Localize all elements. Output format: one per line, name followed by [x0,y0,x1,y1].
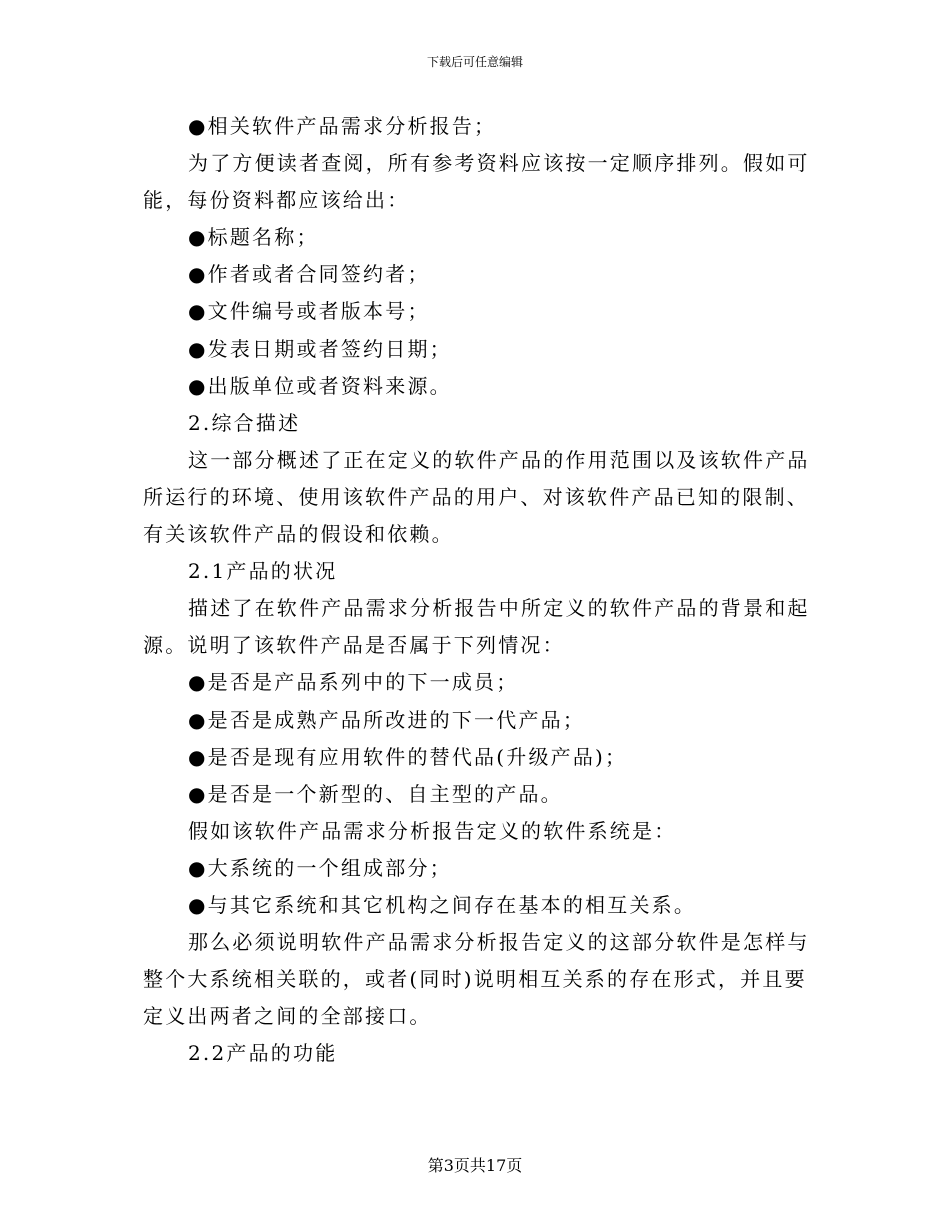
text-line: 定义出两者之间的全部接口。 [143,1004,432,1029]
text-line: ●与其它系统和其它机构之间存在基本的相互关系。 [188,892,697,917]
text-line: 2.1产品的状况 [188,559,338,584]
document-body [143,108,810,1072]
text-line: ●相关软件产品需求分析报告； [188,114,497,138]
text-line: ●作者或者合同签约者； [188,262,430,287]
text-line: 为了方便读者查阅，所有参考资料应该按一定顺序排列。假如可 [188,151,810,176]
text-line: ●是否是产品系列中的下一成员； [188,670,519,695]
text-line: 源。说明了该软件产品是否属于下列情况： [143,633,565,658]
text-line: ●标题名称； [188,225,319,250]
text-line: 描述了在软件产品需求分析报告中所定义的软件产品的背景和起 [188,596,810,621]
page-footer: 第3页共17页 [427,1156,523,1175]
text-line: 有关该软件产品的假设和依赖。 [143,522,454,547]
text-line: 假如该软件产品需求分析报告定义的软件系统是： [188,818,677,843]
text-line: 这一部分概述了正在定义的软件产品的作用范围以及该软件产品 [188,447,810,472]
text-line: 能，每份资料都应该给出： [143,188,410,213]
text-line: ●文件编号或者版本号； [188,299,430,324]
text-line: ●是否是现有应用软件的替代品(升级产品)； [188,744,628,769]
text-line: 整个大系统相关联的，或者(同时)说明相互关系的存在形式，并且要 [143,967,807,992]
text-line: 2.2产品的功能 [188,1041,338,1066]
text-line: 2.综合描述 [188,410,301,435]
text-line: ●是否是一个新型的、自主型的产品。 [188,781,563,806]
text-line: 所运行的环境、使用该软件产品的用户、对该软件产品已知的限制、 [143,484,809,509]
text-line: 那么必须说明软件产品需求分析报告定义的这部分软件是怎样与 [188,930,810,955]
text-line: ●出版单位或者资料来源。 [188,373,452,398]
page-header: 下载后可任意编辑 [426,55,523,69]
text-line: ●发表日期或者签约日期； [188,336,452,361]
text-line: ●是否是成熟产品所改进的下一代产品； [188,707,586,732]
text-line: ●大系统的一个组成部分； [188,855,452,880]
